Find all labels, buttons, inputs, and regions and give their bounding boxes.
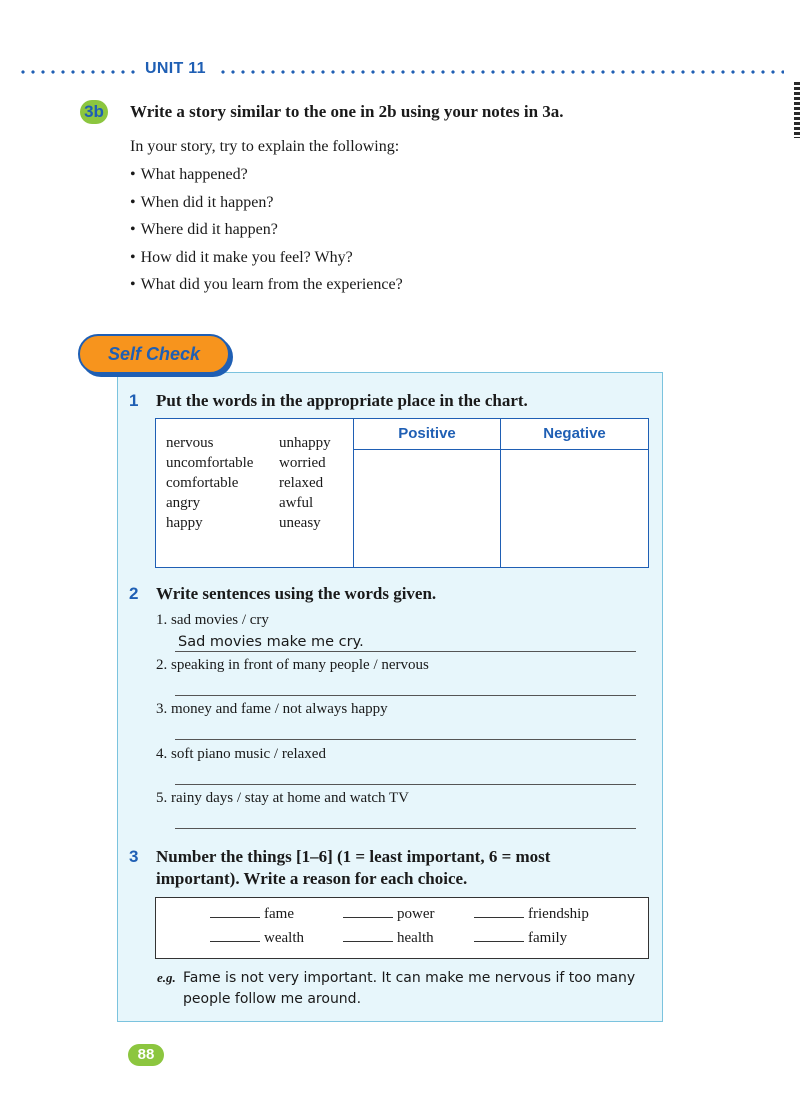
header-dots-left — [18, 70, 138, 74]
question-number: 1 — [129, 391, 139, 410]
rank-item[interactable] — [343, 930, 434, 947]
rank-item[interactable] — [474, 930, 567, 947]
rank-label: friendship — [528, 906, 589, 922]
answer-line[interactable] — [175, 784, 636, 785]
rank-blank[interactable] — [210, 941, 260, 942]
word: nervous — [166, 435, 214, 451]
example-text: Fame is not very important. It can make me nervous if too many people follow me around. — [183, 970, 636, 1007]
list-item: • When did it happen? — [130, 194, 403, 222]
answer-line[interactable] — [175, 828, 636, 829]
word: comfortable — [166, 475, 239, 491]
word: happy — [166, 515, 203, 531]
sentence-prompt: 4. soft piano music / relaxed — [156, 746, 326, 762]
rank-label: fame — [264, 906, 294, 922]
rank-item[interactable] — [210, 930, 304, 947]
ranking-box — [155, 897, 649, 959]
example-label: e.g. — [157, 970, 176, 985]
list-item: • Where did it happen? — [130, 221, 403, 249]
question-text: Put the words in the appropriate place in the chart. — [156, 391, 528, 410]
sentence-prompt: 3. money and fame / not always happy — [156, 701, 388, 717]
list-item: • How did it make you feel? Why? — [130, 249, 403, 277]
word: relaxed — [279, 475, 324, 491]
sentence-prompt: 5. rainy days / stay at home and watch TV — [156, 790, 409, 806]
rank-item[interactable] — [343, 906, 435, 923]
answer-line[interactable] — [175, 695, 636, 696]
unit-label: UNIT 11 — [145, 60, 206, 77]
rank-label: health — [397, 930, 434, 946]
rank-label: power — [397, 906, 435, 922]
question-number: 2 — [129, 584, 139, 603]
word: awful — [279, 495, 314, 511]
example-answer: Sad movies make me cry. — [178, 634, 364, 650]
rank-item[interactable] — [474, 906, 589, 923]
page-number: 88 — [128, 1044, 164, 1066]
word: uncomfortable — [166, 455, 254, 471]
page-edge-marker — [794, 82, 800, 138]
question-text: important). Write a reason for each choice. — [156, 869, 468, 888]
question-list — [130, 166, 403, 304]
exercise-instruction: Write a story similar to the one in 2b using your notes in 3a. — [130, 102, 564, 121]
word-chart — [155, 418, 649, 568]
sentence-prompt: 1. sad movies / cry — [156, 612, 269, 628]
word: worried — [279, 455, 326, 471]
list-item: • What happened? — [130, 166, 403, 194]
word: unhappy — [279, 435, 331, 451]
exercise-badge: 3b — [80, 100, 108, 124]
word: angry — [166, 495, 201, 511]
header-divider — [354, 449, 648, 450]
sentence-prompt: 2. speaking in front of many people / nervous — [156, 657, 429, 673]
rank-blank[interactable] — [343, 917, 393, 918]
answer-line[interactable] — [175, 651, 636, 652]
word-bank — [166, 435, 359, 532]
word: uneasy — [279, 515, 321, 531]
rank-blank[interactable] — [474, 941, 524, 942]
self-check-title: Self Check — [78, 334, 230, 374]
question-text: Write sentences using the words given. — [156, 584, 437, 603]
rank-blank[interactable] — [210, 917, 260, 918]
question-number: 3 — [129, 847, 139, 866]
column-header-positive: Positive — [398, 425, 456, 442]
rank-blank[interactable] — [343, 941, 393, 942]
rank-label: wealth — [264, 930, 304, 946]
column-header-negative: Negative — [543, 425, 606, 442]
exercise-intro: In your story, try to explain the following: — [130, 138, 400, 155]
rank-item[interactable] — [210, 906, 294, 923]
list-item: • What did you learn from the experience? — [130, 276, 403, 304]
question-text: Number the things [1–6] (1 = least important, 6 = most — [156, 847, 551, 866]
header-dots-right — [218, 70, 784, 74]
rank-blank[interactable] — [474, 917, 524, 918]
answer-line[interactable] — [175, 739, 636, 740]
rank-label: family — [528, 930, 568, 946]
